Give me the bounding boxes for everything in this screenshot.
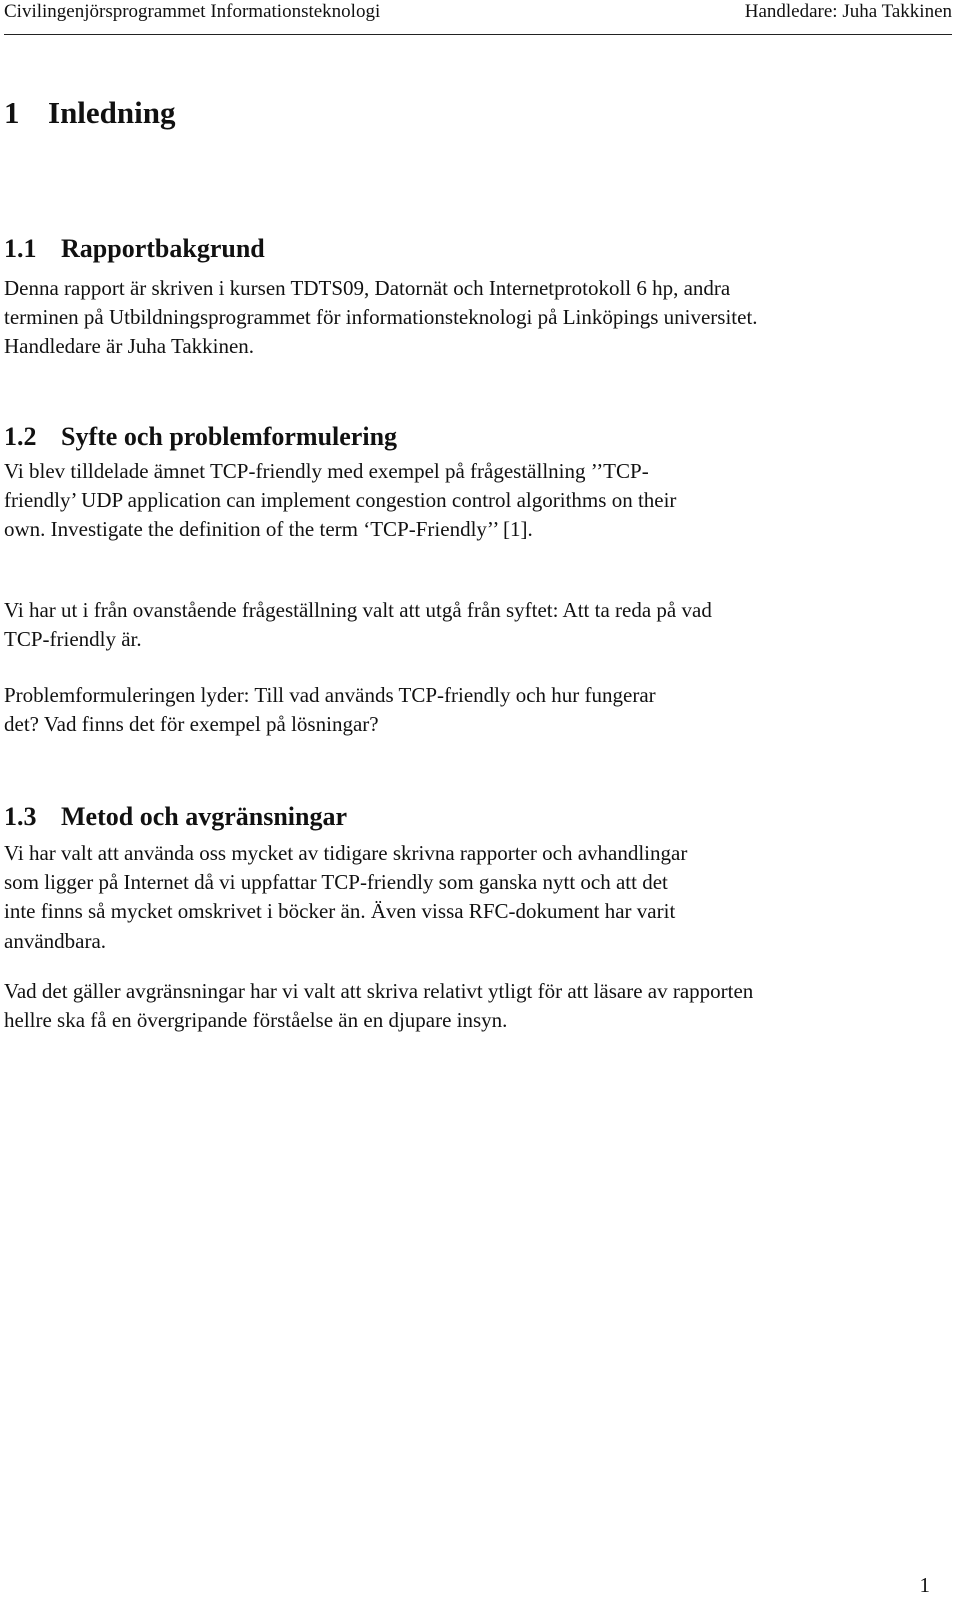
chapter-heading xyxy=(4,95,176,131)
section-number: 1.1 xyxy=(4,234,37,263)
paragraph: Vi har ut i från ovanstående frågeställning valt att utgå från syftet: Att ta reda på vad TCP-friendly är. xyxy=(4,598,712,652)
page-number: 1 xyxy=(919,1573,930,1597)
section-title: Syfte och problemformulering xyxy=(61,422,398,451)
header-program: Civilingenjörsprogrammet Informationsteknologi xyxy=(4,1,381,22)
paragraph: Vi har valt att använda oss mycket av tidigare skrivna rapporter och avhandlingar som ligger på Internet då vi uppfattar TCP-friendly som ganska nytt och att det inte finns så mycket omskrivet i böcker än. Även vissa RFC-dokument har varit användbara. xyxy=(4,841,688,953)
paragraph: Problemformuleringen lyder: Till vad används TCP-friendly och hur fungerar det? Vad finns det för exempel på lösningar? xyxy=(4,683,656,737)
section-heading-metod xyxy=(4,802,347,832)
chapter-number: 1 xyxy=(4,95,20,130)
header-supervisor: Handledare: Juha Takkinen xyxy=(744,1,952,22)
section-title: Rapportbakgrund xyxy=(61,234,265,263)
paragraph: Vad det gäller avgränsningar har vi valt att skriva relativt ytligt för att läsare av rapporten hellre ska få en övergripande förståelse än en djupare insyn. xyxy=(4,979,754,1033)
page-header xyxy=(4,0,952,35)
paragraph: Denna rapport är skriven i kursen TDTS09, Datornät och Internetprotokoll 6 hp, andra terminen på Utbildningsprogrammet för informationsteknologi på Linköpings universitet. Handledare är Juha Takkinen. xyxy=(4,276,758,359)
section-heading-syfte xyxy=(4,422,397,452)
section-number: 1.2 xyxy=(4,422,37,451)
chapter-title: Inledning xyxy=(48,95,176,130)
section-title: Metod och avgränsningar xyxy=(61,802,347,831)
paragraph: Vi blev tilldelade ämnet TCP-friendly med exempel på frågeställning ’’TCP-friendly’ UDP application can implement congestion control algorithms on their own. Investigate the definition of the term ‘TCP-Friendly’’ [1]. xyxy=(4,459,677,542)
section-number: 1.3 xyxy=(4,802,37,831)
section-heading-rapportbakgrund xyxy=(4,234,265,264)
